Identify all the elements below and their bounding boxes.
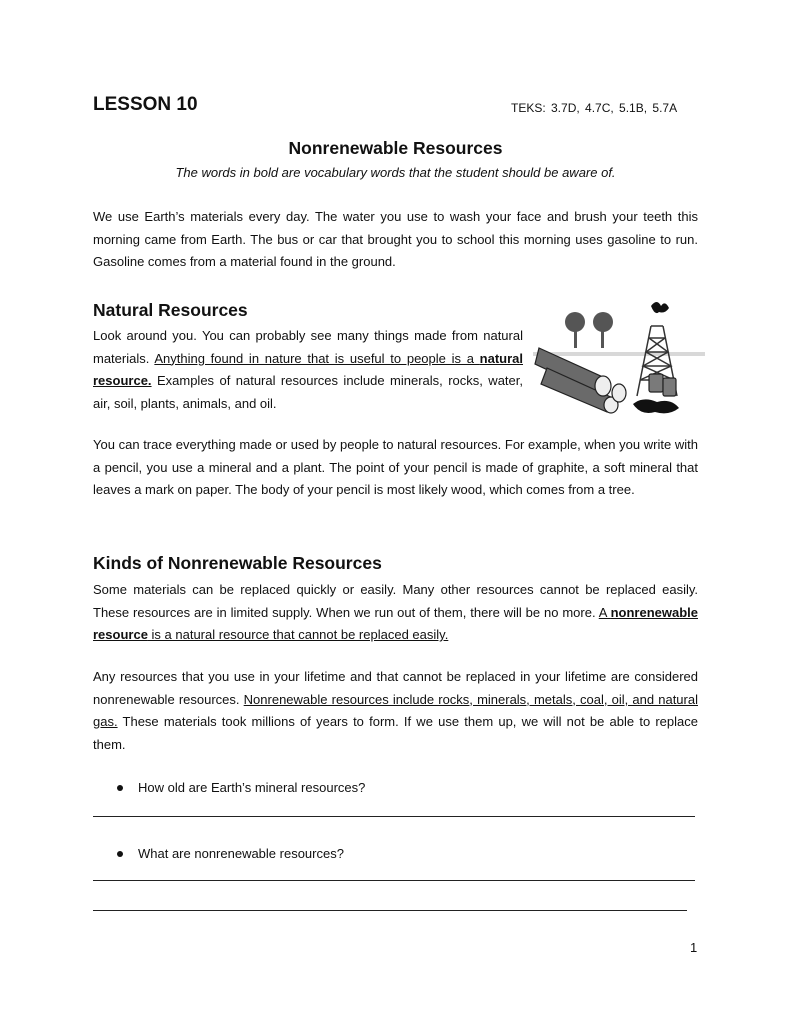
natural-p1-examples: Examples of natural resources include minerals, rocks, water, air, soil, plants, animals, and oil. xyxy=(93,373,523,411)
kinds-heading: Kinds of Nonrenewable Resources xyxy=(93,553,382,573)
lesson-label: LESSON 10 xyxy=(93,94,198,115)
kinds-paragraph-2 xyxy=(93,666,698,756)
kinds-paragraph-1 xyxy=(93,579,698,647)
intro-text: We use Earth’s materials every day. The water you use to wash your face and brush your teeth this morning came from Earth. The bus or car that brought you to school this morning uses gasoline to run. Gasoline comes from a material found in the ground. xyxy=(93,209,698,269)
kinds-p1-intro: Some materials can be replaced quickly or easily. Many other resources cannot be replaced easily. These resources are in limited supply. When we run out of them, there will be no more. xyxy=(93,582,698,620)
bullet-icon xyxy=(117,851,123,857)
def-rest: is a natural resource that cannot be replaced easily. xyxy=(147,627,449,642)
natural-resources-heading: Natural Resources xyxy=(93,300,248,320)
teks-standards: TEKS: 3.7D, 4.7C, 5.1B, 5.7A xyxy=(511,101,678,115)
answer-line-3[interactable] xyxy=(93,910,687,911)
kinds-p2-end: These materials took millions of years to form. If we use them up, we will not be able to replace them. xyxy=(93,714,698,752)
def-article: A xyxy=(598,604,611,620)
bullet-icon xyxy=(117,785,123,791)
page-title: Nonrenewable Resources xyxy=(288,138,503,158)
resources-illustration xyxy=(533,296,705,422)
natural-resources-paragraph xyxy=(93,325,523,415)
question-2-text: What are nonrenewable resources? xyxy=(138,846,344,861)
question-2 xyxy=(117,846,344,861)
question-1 xyxy=(117,780,365,795)
question-1-text: How old are Earth’s mineral resources? xyxy=(138,780,366,795)
natural-p1-intro: Look around you. You can probably see many things made from natural materials. xyxy=(93,328,523,366)
pencil-paragraph xyxy=(93,434,698,502)
intro-paragraph xyxy=(93,206,698,274)
page-subtitle: The words in bold are vocabulary words that the student should be aware of. xyxy=(175,165,616,180)
nonrenewable-list: Nonrenewable resources include rocks, minerals, metals, coal, oil, and natural gas. xyxy=(93,691,698,729)
vocab-nonrenewable-resource: nonrenewable resource xyxy=(93,604,698,642)
vocab-natural-resource: natural resource. xyxy=(93,350,523,388)
page-number: 1 xyxy=(690,940,698,955)
answer-line-1[interactable] xyxy=(93,816,695,817)
answer-line-2[interactable] xyxy=(93,880,695,881)
pencil-text: You can trace everything made or used by people to natural resources. For example, when you write with a pencil, you use a mineral and a plant. The point of your pencil is made of graphite, a soft mineral that leaves a mark on paper. The body of your pencil is most likely wood, which comes from a tree. xyxy=(93,437,698,497)
kinds-p2-intro: Any resources that you use in your lifetime and that cannot be replaced in your lifetime are considered nonrenewable resources. xyxy=(93,669,698,707)
natural-def-text: Anything found in nature that is useful to people is a xyxy=(154,350,480,366)
